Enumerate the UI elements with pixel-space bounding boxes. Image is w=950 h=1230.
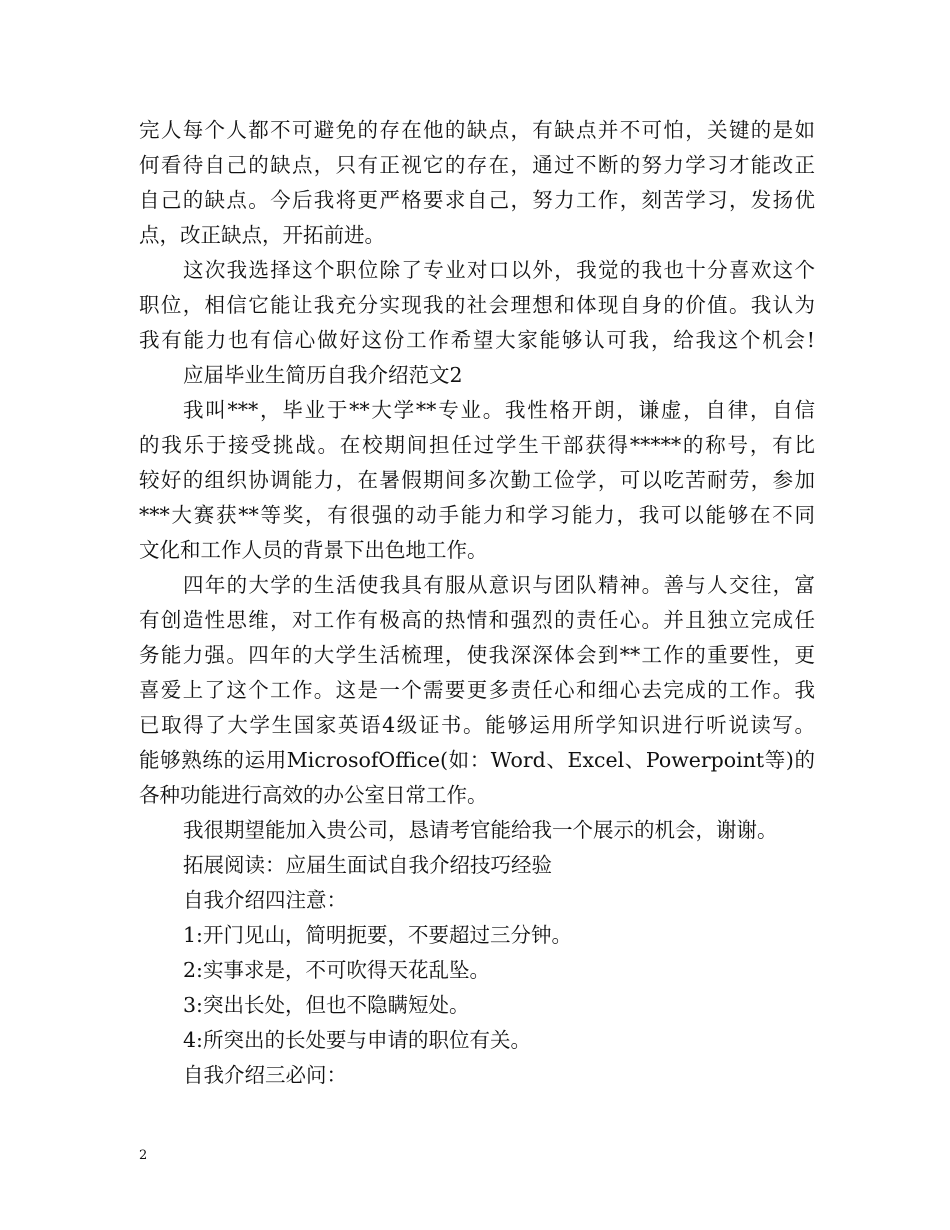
- text-line: 职位，相信它能让我充分实现我的社会理想和体现自身的价值。我认为: [139, 293, 815, 317]
- text-line: 能够熟练的运用MicrosofOffice(如：Word、Excel、Powerpoint等)的: [139, 748, 815, 772]
- text-line: 何看待自己的缺点，只有正视它的存在，通过不断的努力学习才能改正: [139, 153, 815, 177]
- text-line: 四年的大学的生活使我具有服从意识与团队精神。善与人交往，富: [183, 573, 815, 597]
- text-line: 已取得了大学生国家英语4级证书。能够运用所学知识进行听说读写。: [139, 713, 815, 737]
- text-line: 喜爱上了这个工作。这是一个需要更多责任心和细心去完成的工作。我: [139, 678, 815, 702]
- text-line: 我很期望能加入贵公司，恳请考官能给我一个展示的机会，谢谢。: [183, 818, 778, 842]
- text-line: 自己的缺点。今后我将更严格要求自己，努力工作，刻苦学习，发扬优: [139, 188, 815, 212]
- text-line: 这次我选择这个职位除了专业对口以外，我觉的我也十分喜欢这个: [183, 258, 815, 282]
- body-text: [139, 113, 815, 1093]
- text-line: 完人每个人都不可避免的存在他的缺点，有缺点并不可怕，关键的是如: [139, 118, 815, 142]
- text-line: 自我介绍三必问：: [183, 1063, 347, 1087]
- list-item: 2:实事求是，不可吹得天花乱坠。: [183, 958, 490, 982]
- section-heading: 拓展阅读：应届生面试自我介绍技巧经验: [183, 853, 552, 877]
- text-line: 我有能力也有信心做好这份工作希望大家能够认可我，给我这个机会!: [139, 328, 815, 352]
- section-heading: 应届毕业生简历自我介绍范文2: [183, 363, 463, 387]
- list-item: 1:开门见山，简明扼要，不要超过三分钟。: [183, 923, 572, 947]
- text-line: 我叫***，毕业于**大学**专业。我性格开朗，谦虚，自律，自信: [183, 398, 815, 422]
- text-line: 的我乐于接受挑战。在校期间担任过学生干部获得*****的称号，有比: [139, 433, 815, 457]
- page-number: 2: [139, 1148, 148, 1163]
- text-line: 有创造性思维，对工作有极高的热情和强烈的责任心。并且独立完成任: [139, 608, 815, 632]
- list-item: 3:突出长处，但也不隐瞒短处。: [183, 993, 470, 1017]
- text-line: 点，改正缺点，开拓前进。: [139, 223, 385, 247]
- text-line: 各种功能进行高效的办公室日常工作。: [139, 783, 488, 807]
- text-line: 务能力强。四年的大学生活梳理，使我深深体会到**工作的重要性，更: [139, 643, 815, 667]
- text-line: ***大赛获**等奖，有很强的动手能力和学习能力，我可以能够在不同: [139, 503, 815, 527]
- list-item: 4:所突出的长处要与申请的职位有关。: [183, 1028, 531, 1052]
- text-line: 文化和工作人员的背景下出色地工作。: [139, 538, 488, 562]
- text-line: 较好的组织协调能力，在暑假期间多次勤工俭学，可以吃苦耐劳，参加: [139, 468, 815, 492]
- text-line: 自我介绍四注意：: [183, 888, 347, 912]
